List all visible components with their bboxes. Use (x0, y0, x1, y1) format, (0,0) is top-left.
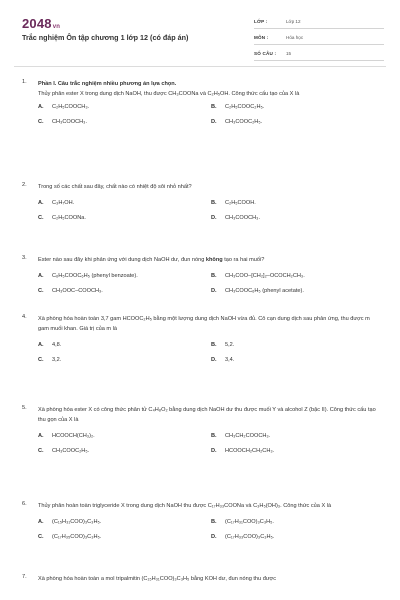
question-5 (0, 373, 400, 470)
question-number: 7. (22, 574, 27, 580)
meta-row-count (254, 47, 384, 61)
logo-text: 2048 (22, 16, 52, 31)
question-6 (0, 470, 400, 566)
meta-value: Hóa học (286, 35, 304, 40)
question-text: Xà phòng hóa hoàn toàn 3,7 gam HCOOC₂H₅ bằng một lượng dung dịch NaOH vừa đủ. Cô cạn dung dịch sau phản ứng, thu được m gam muối khan. Giá trị của m là (38, 316, 370, 332)
option-text: C₂H₅COOC₂H₅. (225, 104, 265, 110)
option-letter: D. (211, 534, 217, 540)
meta-value: 15 (286, 51, 292, 56)
option-letter: B. (211, 433, 217, 439)
header-divider (14, 66, 386, 67)
option-c[interactable] (38, 534, 211, 549)
option-a[interactable] (38, 200, 211, 215)
question-text-part: Ester nào sau đây khi phản ứng với dung dịch NaOH dư, đun nóng (38, 257, 206, 263)
question-7 (0, 566, 400, 586)
option-a[interactable] (38, 519, 211, 534)
option-letter: C. (38, 534, 44, 540)
option-text: CH₃COOCH₃. (52, 119, 88, 125)
option-d[interactable] (211, 357, 361, 372)
option-b[interactable] (211, 104, 361, 119)
question-text-part: tạo ra hai muối? (222, 257, 265, 263)
option-letter: D. (211, 448, 217, 454)
option-a[interactable] (38, 342, 211, 357)
meta-key: MÔN : (254, 35, 269, 40)
option-text: CH₃COOC₂H₅. (225, 119, 263, 125)
question-number: 2. (22, 182, 27, 188)
option-text: C₂H₅COOCH₃. (52, 104, 90, 110)
option-b[interactable] (211, 200, 361, 215)
option-letter: A. (38, 433, 44, 439)
meta-key: LỚP : (254, 19, 268, 24)
site-logo[interactable] (22, 16, 60, 31)
question-4 (0, 293, 400, 373)
meta-row-class (254, 15, 384, 29)
option-letter: A. (38, 519, 44, 525)
question-number: 4. (22, 314, 27, 320)
option-text: C₃H₇OH. (52, 200, 75, 206)
option-letter: C. (38, 119, 44, 125)
option-letter: A. (38, 273, 44, 279)
document-header (0, 0, 400, 70)
option-letter: B. (211, 342, 217, 348)
option-letter: D. (211, 119, 217, 125)
option-letter: C. (38, 288, 44, 294)
option-text: C₆H₅COOC₆H₅ (phenyl benzoate). (52, 273, 138, 279)
option-text: HCOOCH(CH₃)₂. (52, 433, 95, 439)
option-c[interactable] (38, 448, 211, 463)
meta-value: Lớp 12 (286, 19, 301, 24)
question-text-emphasis: không (205, 257, 223, 263)
option-letter: D. (211, 357, 217, 363)
option-letter: C. (38, 448, 44, 454)
answer-options (38, 519, 380, 549)
question-1 (0, 79, 400, 145)
question-text: Thủy phân hoàn toàn triglyceride X trong dung dịch NaOH thu được C₁₇H₃₃COONa và C₃H₅(OH)₃. Công thức của X là (38, 503, 332, 509)
option-text: 5,2. (225, 342, 235, 348)
answer-options (38, 104, 380, 134)
option-letter: B. (211, 200, 217, 206)
option-text: HCOOCH₂CH₂CH₃. (225, 448, 275, 454)
question-text: Thủy phân ester X trong dung dịch NaOH, thu được CH₃COONa và C₂H₅OH. Công thức cấu tạo của X là (38, 91, 300, 97)
option-letter: C. (38, 215, 44, 221)
option-text: 3,2. (52, 357, 62, 363)
option-letter: C. (38, 357, 44, 363)
option-text: (C₁₅H₃₁COO)₃C₃H₅. (52, 519, 102, 525)
option-c[interactable] (38, 357, 211, 372)
question-text: Trong số các chất sau đây, chất nào có nhiệt độ sôi nhỏ nhất? (38, 184, 192, 190)
option-b[interactable] (211, 273, 361, 288)
option-letter: D. (211, 288, 217, 294)
option-a[interactable] (38, 273, 211, 288)
question-text: Xà phòng hóa hoàn toàn a mol tripalmitin (C₁₅H₃₁COO)₃C₃H₅ bằng KOH dư, đun nóng thu được (38, 576, 277, 582)
option-letter: B. (211, 273, 217, 279)
option-b[interactable] (211, 342, 361, 357)
answer-options (38, 342, 380, 372)
section-heading: Phần I. Câu trắc nghiệm nhiều phương án lựa chọn. (38, 81, 177, 87)
option-text: 4,8. (52, 342, 62, 348)
option-b[interactable] (211, 519, 361, 534)
question-text (38, 255, 380, 265)
meta-row-subject (254, 31, 384, 45)
logo-suffix: vn (52, 24, 61, 30)
question-number: 3. (22, 255, 27, 261)
question-3 (0, 221, 400, 293)
option-d[interactable] (211, 448, 361, 463)
option-letter: B. (211, 104, 217, 110)
question-number: 6. (22, 501, 27, 507)
option-text: CH₃COO–[CH₂]₂–OCOCH₂CH₃. (225, 273, 305, 279)
answer-options (38, 433, 380, 463)
option-d[interactable] (211, 119, 361, 134)
option-text: C₂H₅COONa. (52, 215, 86, 221)
option-text: CH₃CH₂COOCH₃. (225, 433, 271, 439)
document-meta (254, 15, 384, 63)
question-number: 1. (22, 79, 27, 85)
option-letter: A. (38, 200, 44, 206)
question-number: 5. (22, 405, 27, 411)
option-letter: D. (211, 215, 217, 221)
meta-key: SỐ CÂU : (254, 51, 277, 56)
option-text: (C₁₇H₃₅COO)₃C₃H₅. (52, 534, 102, 540)
option-text: 3,4. (225, 357, 235, 363)
question-text: Xà phòng hóa ester X có công thức phân tử C₄H₈O₂ bằng dung dịch NaOH dư thu được muối Y và alcohol Z (bậc II). Công thức cấu tạo thu gọn của X là (38, 407, 376, 423)
option-text: C₂H₅COOH. (225, 200, 256, 206)
option-letter: B. (211, 519, 217, 525)
option-a[interactable] (38, 104, 211, 119)
option-text: CH₃OOC–COOCH₃. (52, 288, 103, 294)
question-2 (0, 145, 400, 221)
question-list (0, 79, 400, 586)
option-text: (C₁₇H₃₃COO)₃C₃H₅. (225, 534, 275, 540)
document-title: Trắc nghiệm Ôn tập chương 1 lớp 12 (có đáp án) (22, 33, 189, 42)
option-text: CH₃COOCH₃. (225, 215, 261, 221)
option-a[interactable] (38, 433, 211, 448)
option-letter: A. (38, 104, 44, 110)
option-d[interactable] (211, 534, 361, 549)
option-c[interactable] (38, 119, 211, 134)
option-text: CH₃COOC₂H₅. (52, 448, 90, 454)
option-letter: A. (38, 342, 44, 348)
option-text: (C₁₇H₃₁COO)₃C₃H₅. (225, 519, 274, 525)
option-text: CH₃COOC₆H₅ (phenyl acetate). (225, 288, 304, 294)
option-b[interactable] (211, 433, 361, 448)
